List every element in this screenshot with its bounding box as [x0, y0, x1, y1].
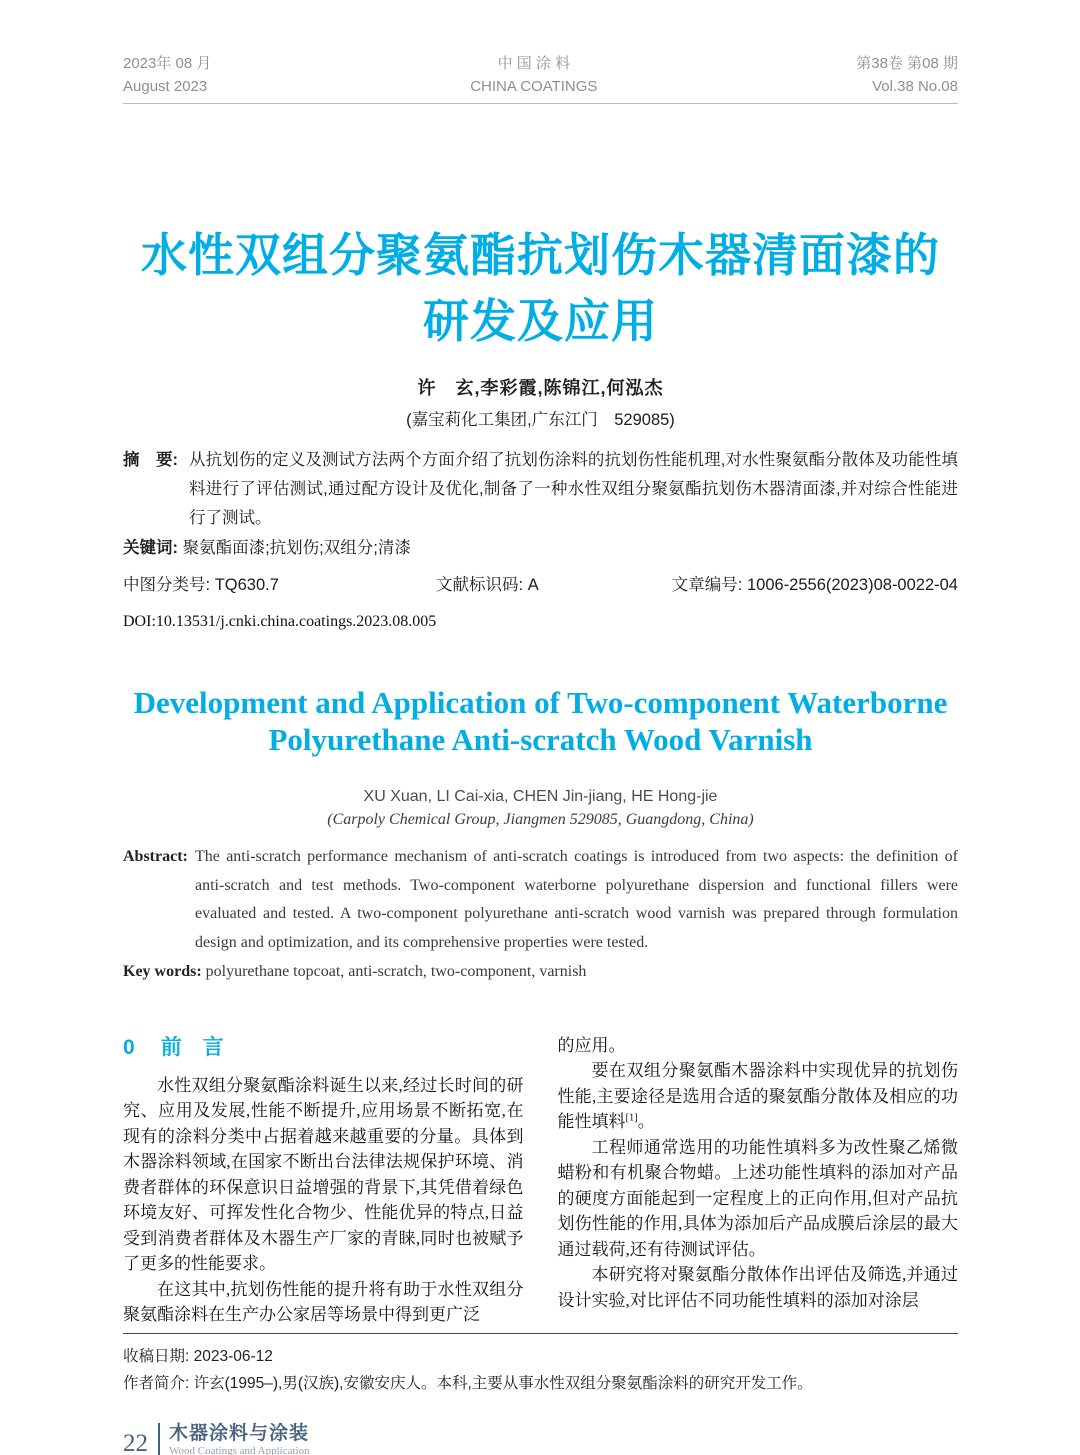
- keywords-en-label: Key words:: [123, 963, 202, 980]
- header-issue-en: Vol.38 No.08: [872, 78, 958, 95]
- section-heading: [123, 1033, 524, 1063]
- article-title-en-line2: Polyurethane Anti-scratch Wood Varnish: [268, 722, 813, 757]
- keywords-cn-label: 关键词:: [123, 539, 178, 557]
- footer-journal: [169, 1423, 310, 1455]
- article-title-en-line1: Development and Application of Two-component Waterborne: [133, 685, 948, 720]
- doi-line: DOI:10.13531/j.cnki.china.coatings.2023.08.005: [123, 613, 437, 630]
- section-title: 前 言: [160, 1035, 224, 1059]
- abstract-cn-label: 摘 要:: [123, 451, 178, 469]
- clc-value: TQ630.7: [214, 576, 279, 594]
- clc-item: [123, 571, 436, 600]
- keywords-en-text: polyurethane topcoat, anti-scratch, two-component, varnish: [205, 963, 587, 980]
- doc-code-value: A: [527, 576, 539, 594]
- doc-code-item: [436, 571, 672, 600]
- header-date-en: August 2023: [123, 78, 208, 95]
- article-title-cn: [123, 222, 958, 354]
- keywords-cn-text: 聚氨酯面漆;抗划伤;双组分;清漆: [182, 539, 411, 557]
- footer-journal-en: Wood Coatings and Application: [169, 1445, 310, 1455]
- body-column-left: [123, 1033, 524, 1328]
- footnote-received-label: 收稿日期:: [123, 1347, 190, 1365]
- keywords-en: [123, 958, 958, 987]
- article-id-item: [672, 571, 958, 600]
- section-number: 0: [123, 1035, 135, 1059]
- article-id-label: 文章编号:: [671, 576, 743, 594]
- classification-row: [123, 571, 958, 600]
- footer-journal-cn: 木器涂料与涂装: [169, 1423, 310, 1444]
- header-date-cn: 2023年 08 月: [123, 55, 212, 72]
- page-number: 22: [123, 1429, 148, 1455]
- header-issue-cn: 第38卷 第08 期: [856, 55, 958, 72]
- header-journal-name: [470, 52, 597, 98]
- footnote: [123, 1333, 958, 1397]
- body-paragraph: 要在双组分聚氨酯木器涂料中实现优异的抗划伤性能,主要途径是选用合适的聚氨酯分散体及相应的功能性填料[1]。: [557, 1061, 958, 1131]
- header-journal-name-en: CHINA COATINGS: [470, 78, 598, 95]
- keywords-cn: [123, 534, 958, 563]
- footnote-bio-label: 作者简介:: [123, 1374, 190, 1392]
- affiliation-cn: (嘉宝莉化工集团,广东江门 529085): [406, 411, 675, 429]
- footnote-bio-value: 许玄(1995–),男(汉族),安徽安庆人。本科,主要从事水性双组分聚氨酯涂料的研究开发工作。: [193, 1374, 813, 1392]
- header-issue: [856, 52, 958, 98]
- abstract-block-cn: [123, 446, 958, 636]
- page-footer: [123, 1423, 958, 1455]
- authors-cn: 许 玄,李彩霞,陈锦江,何泓杰: [417, 378, 664, 398]
- header-date: [123, 52, 211, 98]
- footnote-received: [123, 1343, 958, 1370]
- footnote-received-value: 2023-06-12: [193, 1347, 273, 1365]
- affiliation-en: (Carpoly Chemical Group, Jiangmen 529085, Guangdong, China): [327, 811, 754, 828]
- abstract-cn: [123, 446, 958, 533]
- article-body: [123, 1033, 958, 1328]
- body-paragraph: 工程师通常选用的功能性填料多为改性聚乙烯微蜡粉和有机聚合物蜡。上述功能性填料的添加对产品的硬度方面能起到一定程度上的正向作用,但对产品抗划伤性能的作用,具体为添加后产品成膜后涂层的最大通过载荷,还有待测试评估。: [557, 1137, 958, 1259]
- abstract-en-text: The anti-scratch performance mechanism of anti-scratch coatings is introduced from two aspects: the definition of anti-scratch and test methods. Two-component waterborne polyurethane dispersion and functional fillers were evaluated and tested. A two-component polyurethane anti-scratch wood varnish was prepared through formulation design and optimization, and its comprehensive properties were tested.: [195, 848, 958, 951]
- abstract-block-en: [123, 843, 958, 987]
- article-title-en: [123, 684, 958, 758]
- abstract-en-label: Abstract:: [123, 848, 188, 865]
- body-paragraph: 在这其中,抗划伤性能的提升将有助于水性双组分聚氨酯涂料在生产办公家居等场景中得到更广泛: [123, 1279, 524, 1324]
- journal-header: [123, 0, 958, 104]
- footnote-bio: [123, 1370, 958, 1397]
- citation-ref: [1]: [625, 1112, 638, 1124]
- clc-label: 中图分类号:: [123, 576, 211, 594]
- abstract-en: [123, 843, 958, 957]
- article-title-cn-line2: 研发及应用: [423, 295, 658, 347]
- article-title-cn-line1: 水性双组分聚氨酯抗划伤木器清面漆的: [141, 229, 940, 281]
- authors-en: XU Xuan, LI Cai-xia, CHEN Jin-jiang, HE Hong-jie: [363, 788, 718, 805]
- body-paragraph: 水性双组分聚氨酯涂料诞生以来,经过长时间的研究、应用及发展,性能不断提升,应用场景不断拓宽,在现有的涂料分类中占据着越来越重要的分量。具体到木器涂料领域,在国家不断出台法律法规保护环境、消费者群体的环保意识日益增强的背景下,其凭借着绿色环境友好、可挥发性化合物少、性能优异的特点,日益受到消费者群体及木器生产厂家的青睐,同时也被赋予了更多的性能要求。: [123, 1075, 524, 1273]
- header-journal-name-cn: 中 国 涂 料: [497, 55, 571, 72]
- body-column-right: [558, 1033, 959, 1328]
- body-paragraph: 本研究将对聚氨酯分散体作出评估及筛选,并通过设计实验,对比评估不同功能性填料的添加对涂层: [557, 1265, 958, 1310]
- article-id-value: 1006-2556(2023)08-0022-04: [746, 576, 958, 594]
- abstract-cn-text: 从抗划伤的定义及测试方法两个方面介绍了抗划伤涂料的抗划伤性能机理,对水性聚氨酯分散体及功能性填料进行了评估测试,通过配方设计及优化,制备了一种水性双组分聚氨酯抗划伤木器清面漆,并对综合性能进行了测试。: [189, 451, 958, 527]
- body-paragraph: 的应用。: [557, 1035, 626, 1055]
- footer-divider: [158, 1423, 160, 1455]
- doc-code-label: 文献标识码:: [436, 576, 524, 594]
